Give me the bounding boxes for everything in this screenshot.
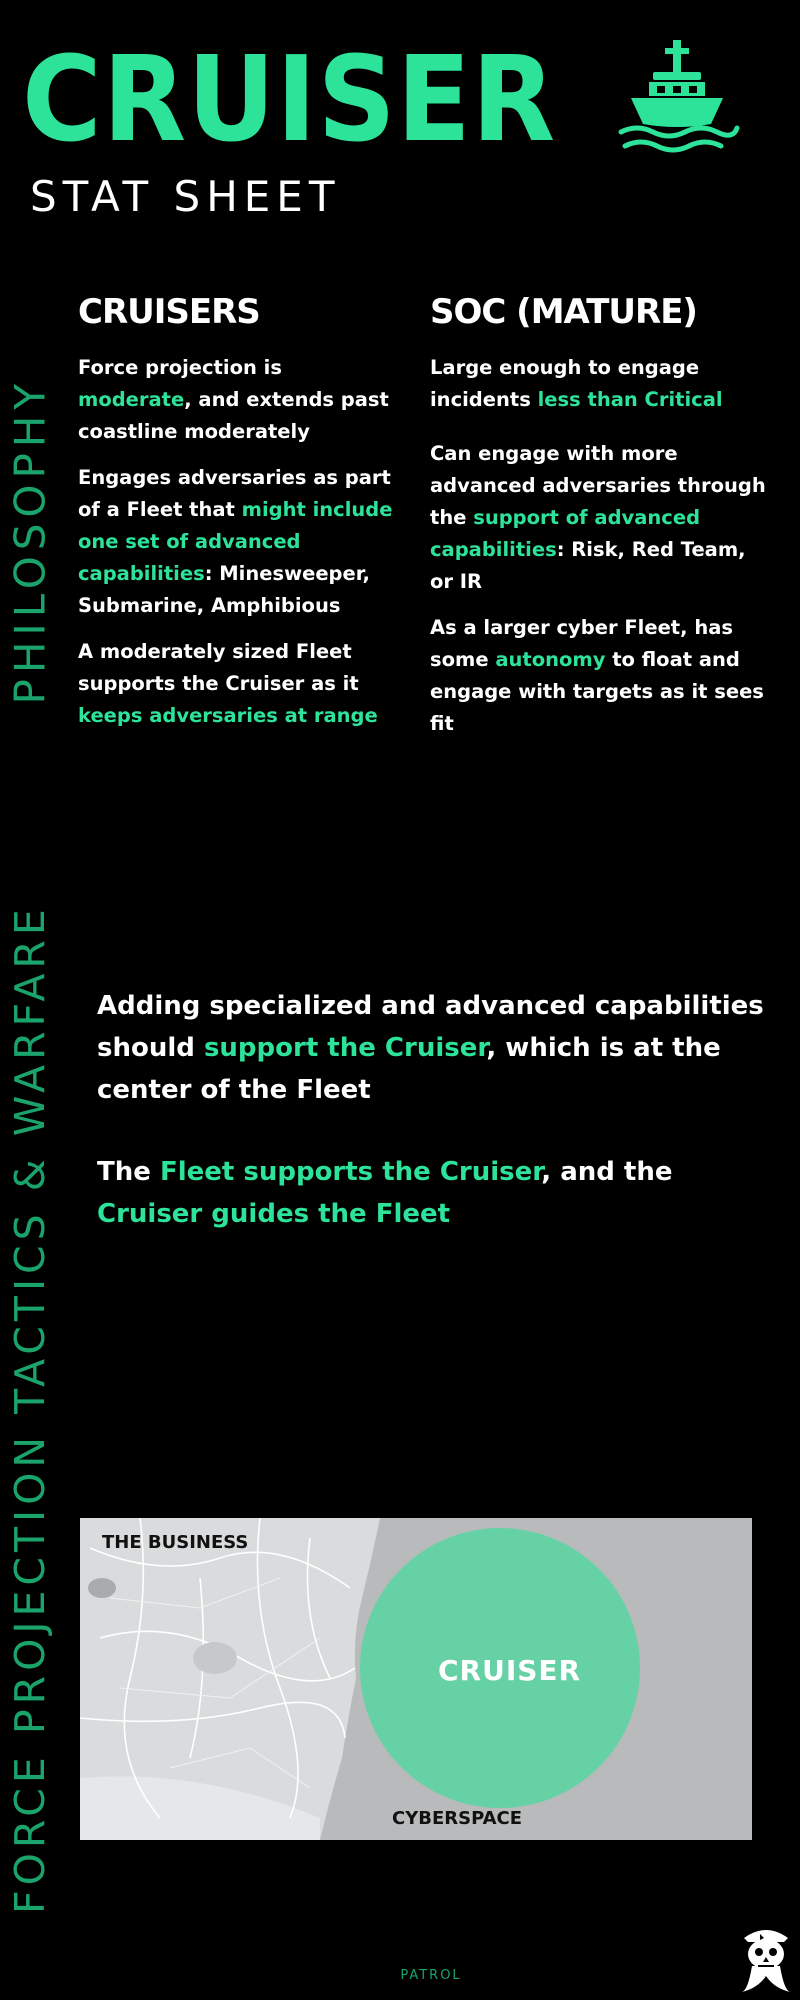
- cruisers-column: [78, 292, 398, 732]
- soc-paragraph-3: As a larger cyber Fleet, has some autonomy to float and engage with targets as it sees fit: [430, 616, 764, 735]
- business-label: THE BUSINESS: [102, 1532, 249, 1553]
- footer-patrol-label: PATROL: [400, 1968, 462, 1983]
- cruisers-paragraph-3: A moderately sized Fleet supports the Cruiser as it keeps adversaries at range: [78, 640, 378, 727]
- soc-column: [430, 292, 770, 740]
- pirate-skull-icon: [738, 1920, 794, 1994]
- cruiser-zone-label: CRUISER: [438, 1654, 582, 1687]
- side-label-tactics: FORCE PROJECTION TACTICS & WARFARE: [6, 904, 54, 1914]
- cruisers-paragraph-1: Force projection is moderate, and extends past coastline moderately: [78, 356, 389, 443]
- tactics-statement-1: Adding specialized and advanced capabilities should support the Cruiser, which is at the center of the Fleet: [97, 991, 764, 1105]
- page-title: CRUISER: [22, 30, 557, 168]
- map-background: [80, 1518, 752, 1840]
- tactics-text: [97, 985, 777, 1275]
- page-subtitle: STAT SHEET: [30, 172, 341, 221]
- soc-paragraph-2: Can engage with more advanced adversaries through the support of advanced capabilities: Risk, Red Team, or IR: [430, 442, 766, 593]
- soc-paragraph-1: Large enough to engage incidents less than Critical: [430, 356, 723, 411]
- cyberspace-label: CYBERSPACE: [392, 1808, 523, 1829]
- cruisers-paragraph-2: Engages adversaries as part of a Fleet that might include one set of advanced capabilities: Minesweeper, Submarine, Amphibious: [78, 466, 393, 617]
- ship-icon: [615, 38, 740, 156]
- soc-heading: SOC (MATURE): [430, 292, 697, 332]
- tactics-statement-2: The Fleet supports the Cruiser, and the Cruiser guides the Fleet: [97, 1157, 673, 1229]
- side-label-philosophy: PHILOSOPHY: [5, 377, 55, 705]
- force-projection-map: [80, 1518, 752, 1840]
- cruisers-heading: CRUISERS: [78, 292, 260, 332]
